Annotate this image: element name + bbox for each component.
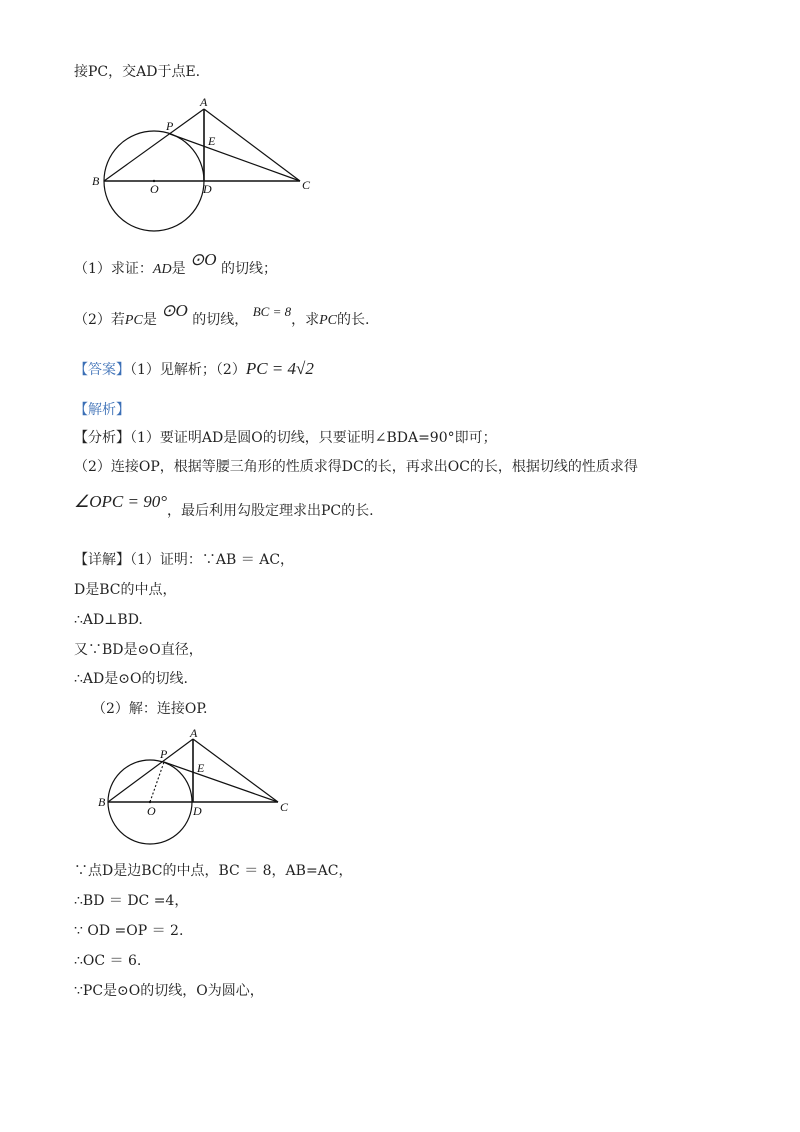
fenxi3-text: ，最后利用勾股定理求出PC的长. (167, 503, 374, 519)
label-p: P (166, 119, 174, 133)
segment-ac (204, 109, 300, 181)
fenxi-line-2: （2）连接OP，根据等腰三角形的性质求得DC的长，再求出OC的长，根据切线的性质求得 (74, 459, 638, 475)
label-a: A (200, 95, 208, 109)
label-p-2: P (160, 747, 168, 761)
question-2 (74, 301, 370, 331)
proof-line-2: ∴AD⊥BD. (74, 612, 143, 628)
q2-end: 的长. (336, 312, 370, 328)
solution-line-3: ∵ OD =OP ＝ 2. (74, 923, 184, 939)
proof-line-5: （2）解：连接OP. (92, 701, 208, 717)
q2-mid: 的切线， (192, 312, 249, 328)
jiexi-tag: 【解析】 (74, 402, 130, 418)
label-d-2: D (193, 804, 202, 818)
q1-suffix: 的切线； (221, 261, 278, 277)
q1-prefix: （1）求证： (74, 261, 153, 277)
question-1 (74, 250, 278, 280)
proof-line-1: D是BC的中点， (74, 582, 177, 598)
q2-pc: PC (124, 313, 143, 328)
answer-tag: 【答案】 (74, 362, 130, 378)
geometry-figure-2 (92, 727, 302, 852)
label-d: D (203, 182, 212, 196)
angle-opc-formula: ∠OPC = 90° (74, 492, 168, 511)
label-c: C (302, 178, 311, 192)
q1-ad: AD (152, 262, 172, 277)
fenxi-text: （1）要证明AD是圆O的切线，只要证明∠BDA=90°即可； (130, 430, 497, 446)
solution-line-2: ∴BD ＝ DC =4， (74, 893, 189, 909)
solution-line-5: ∵PC是⊙O的切线，O为圆心， (74, 983, 264, 999)
segment-ac-2 (193, 739, 278, 802)
fenxi-line (74, 428, 497, 448)
xiangjie-line (74, 550, 294, 570)
label-e-2: E (197, 761, 205, 775)
q1-is: 是 (171, 261, 186, 277)
label-b: B (92, 174, 100, 188)
q2-pc2: PC (319, 313, 337, 328)
center-dot-2 (149, 801, 151, 803)
fenxi-line-3 (74, 492, 374, 521)
segment-ab-2 (108, 739, 193, 802)
answer-text: （1）见解析；（2） (130, 362, 246, 378)
answer-formula: PC = 4√2 (245, 359, 314, 378)
q2-cond: BC = 8 (252, 304, 292, 319)
q1-circle: ⊙O (190, 250, 217, 269)
solution-line-4: ∴OC ＝ 6. (74, 953, 142, 969)
segment-pc (170, 134, 300, 181)
intro-text: 接PC，交AD于点E. (74, 64, 201, 80)
proof-line-3: 又∵BD是⊙O直径， (74, 642, 203, 658)
q2-suffix: ，求 (291, 312, 320, 328)
proof-line-4: ∴AD是⊙O的切线. (74, 671, 188, 687)
q2-circle: ⊙O (161, 301, 188, 320)
label-e: E (208, 134, 216, 148)
segment-op-dashed (150, 762, 164, 802)
label-a-2: A (190, 727, 198, 740)
q2-prefix: （2）若 (74, 312, 125, 328)
solution-line-1: ∵点D是边BC的中点，BC ＝ 8，AB=AC， (74, 863, 353, 879)
label-c-2: C (280, 800, 289, 814)
fenxi-tag: 【分析】 (74, 430, 130, 446)
xiangjie-tag: 【详解】 (74, 552, 130, 568)
segment-pc-2 (164, 762, 278, 802)
answer-line (74, 359, 314, 380)
xiangjie-text: （1）证明：∵AB ＝ AC， (130, 552, 295, 568)
label-o: O (150, 182, 159, 196)
label-b-2: B (98, 795, 106, 809)
label-o-2: O (147, 804, 156, 818)
geometry-figure-1 (80, 92, 330, 242)
q2-is: 是 (142, 312, 157, 328)
